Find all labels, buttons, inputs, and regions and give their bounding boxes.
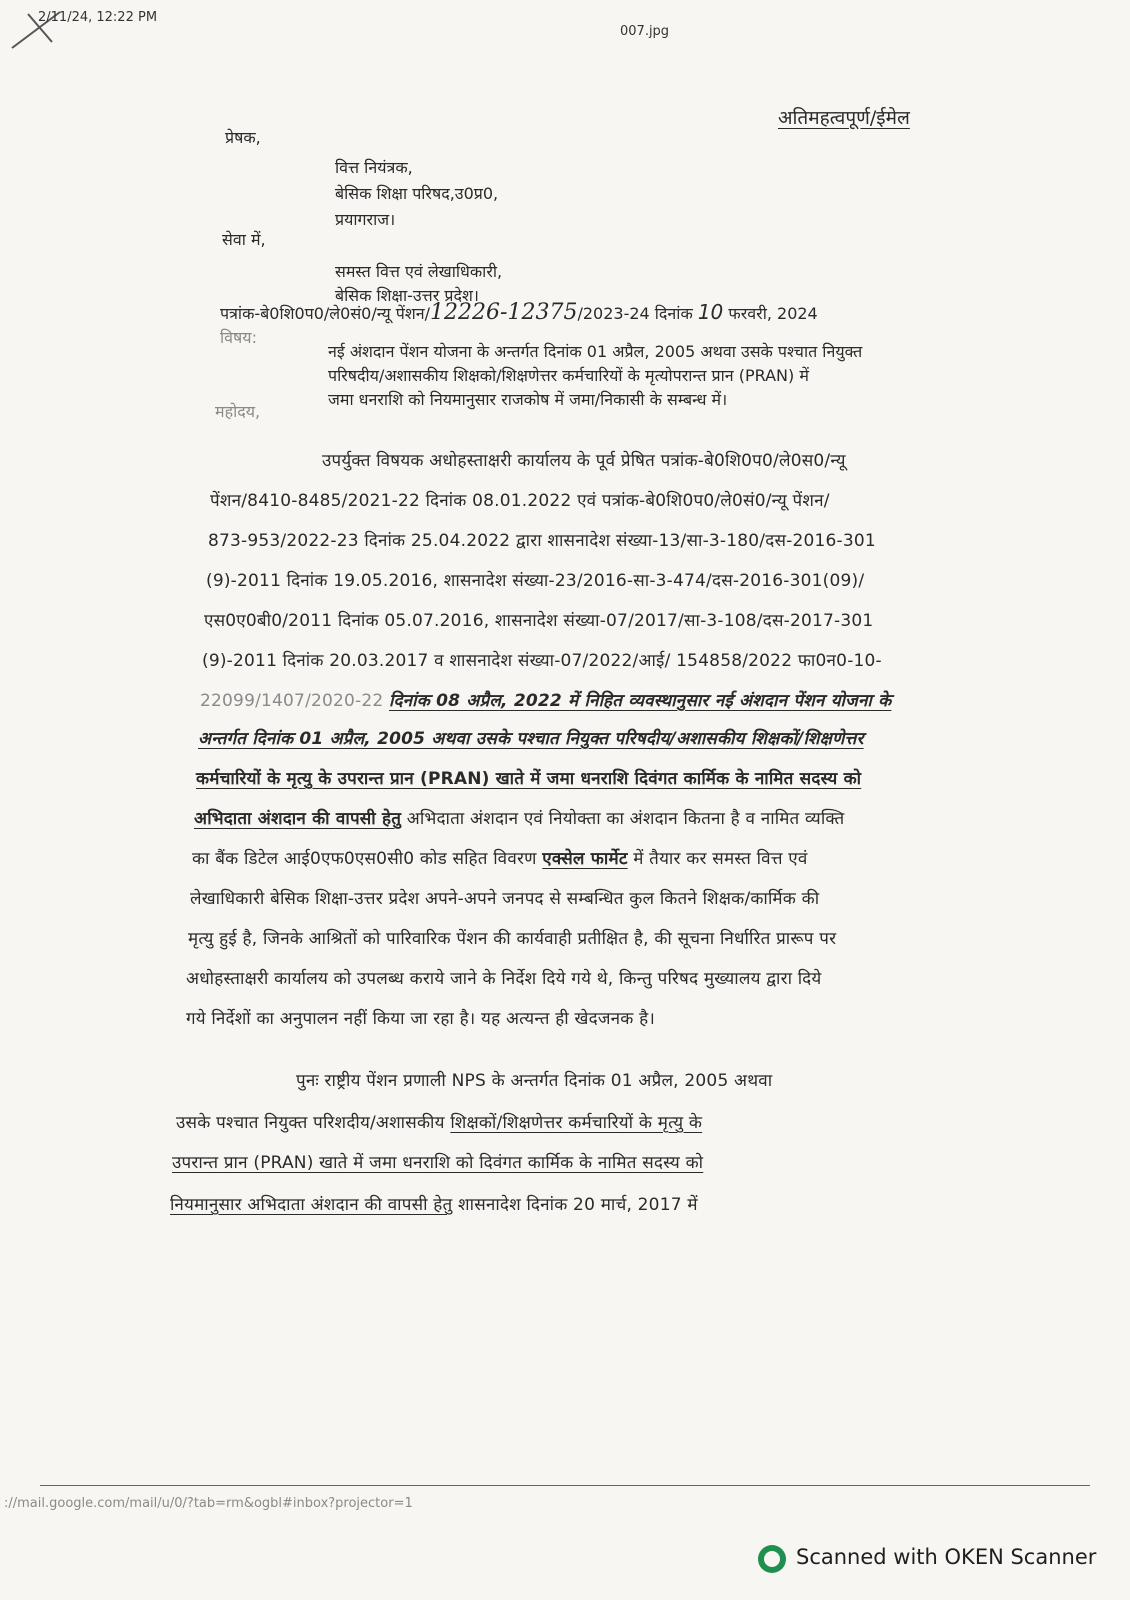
underlined-text: अन्तर्गत दिनांक 01 अप्रैल, 2005 अथवा उसके पश्चात नियुक्त परिषदीय/अशासकीय शिक्षकों/शिक्षणेत्तर [198,729,864,749]
scanner-watermark: Scanned with OKEN Scanner [796,1545,1097,1569]
oken-scanner-logo-icon [758,1545,786,1573]
paragraph-line: पेंशन/8410-8485/2021-22 दिनांक 08.01.2022 एवं पत्रांक-बे0शि0प0/ले0सं0/न्यू पेंशन/ [210,491,830,511]
handwritten-ref-number: 12226-12375 [430,300,578,325]
paragraph-line [200,688,891,711]
priority-label: अतिमहत्वपूर्ण/ईमेल [778,107,910,129]
underlined-text: उपरान्त प्रान (PRAN) खाते में जमा धनराशि को दिवंगत कार्मिक के नामित सदस्य को [172,1153,704,1173]
paragraph-line: मृत्यु हुई है, जिनके आश्रितों को पारिवारिक पेंशन की कार्यवाही प्रतीक्षित है, की सूचना निर्धारित प्रारूप पर [188,929,837,949]
underlined-text: एक्सेल फार्मेट [542,849,628,869]
recipient-line: बेसिक शिक्षा-उत्तर प्रदेश। [335,286,479,305]
underlined-text: अभिदाता अंशदान की वापसी हेतु [194,809,402,829]
paragraph-line [192,846,808,869]
sender-line: बेसिक शिक्षा परिषद,उ0प्र0, [335,184,499,203]
paragraph-text: में तैयार कर समस्त वित्त एवं [627,849,808,869]
paragraph-text: उसके पश्चात नियुक्त परिशदीय/अशासकीय [176,1113,451,1133]
paragraph-line: एस0ए0बी0/2011 दिनांक 05.07.2016, शासनादेश संख्या-07/2017/सा-3-108/दस-2017-301 [204,611,874,631]
subject-label: विषय: [220,328,257,347]
underlined-text: शिक्षकों/शिक्षणेत्तर कर्मचारियों के मृत्यु के [450,1113,703,1133]
paragraph-line: (9)-2011 दिनांक 20.03.2017 व शासनादेश संख्या-07/2022/आई/ 154858/2022 फा0न0-10- [202,651,882,671]
paragraph-line: पुनः राष्ट्रीय पेंशन प्रणाली NPS के अन्तर्गत दिनांक 01 अप्रैल, 2005 अथवा [296,1071,773,1091]
handwritten-day: 10 [697,300,724,324]
underlined-text: नियमानुसार अभिदाता अंशदान की वापसी हेतु [170,1195,453,1215]
paragraph-line: उपर्युक्त विषयक अधोहस्ताक्षरी कार्यालय के पूर्व प्रेषित पत्रांक-बे0शि0प0/ले0स0/न्यू [322,451,846,471]
underlined-text: कर्मचारियों के मृत्यु के उपरान्त प्रान (PRAN) खाते में जमा धनराशि दिवंगत कार्मिक के नामित सदस्य को [196,769,862,789]
print-timestamp: 2/11/24, 12:22 PM [38,10,158,25]
salutation: महोदय, [215,402,261,421]
subject-line: नई अंशदान पेंशन योजना के अन्तर्गत दिनांक 01 अप्रैल, 2005 अथवा उसके पश्चात नियुक्त [328,342,863,361]
subject-line: जमा धनराशि को नियमानुसार राजकोष में जमा/निकासी के सम्बन्ध में। [328,390,728,409]
reference-suffix: /2023-24 दिनांक [577,304,693,323]
paragraph-text: का बैंक डिटेल आई0एफ0एस0सी0 कोड सहित विवरण [192,849,543,869]
file-name: 007.jpg [620,24,670,39]
paragraph-text: शासनादेश दिनांक 20 मार्च, 2017 में [452,1195,698,1215]
recipient-line: समस्त वित्त एवं लेखाधिकारी, [335,262,503,281]
paragraph-line: 873-953/2022-23 दिनांक 25.04.2022 द्वारा शासनादेश संख्या-13/सा-3-180/दस-2016-301 [208,531,876,551]
paragraph-line [194,806,844,829]
paragraph-line: (9)-2011 दिनांक 19.05.2016, शासनादेश संख्या-23/2016-सा-3-474/दस-2016-301(09)/ [206,571,865,591]
footer-url: ://mail.google.com/mail/u/0/?tab=rm&ogbl#inbox?projector=1 [4,1496,413,1511]
reference-line [220,300,818,325]
paragraph-text: अभिदाता अंशदान एवं नियोक्ता का अंशदान कितना है व नामित व्यक्ति [401,809,845,829]
sender-line: वित्त नियंत्रक, [335,158,413,177]
paragraph-line: अधोहस्ताक्षरी कार्यालय को उपलब्ध कराये जाने के निर्देश दिये गये थे, किन्तु परिषद मुख्यालय द्वारा दिये [186,969,822,989]
paragraph-line [176,1110,702,1133]
recipient-label: सेवा में, [222,230,266,249]
file-number-text: 22099/1407/2020-22 [200,691,384,711]
sender-line: प्रयागराज। [335,210,396,229]
subject-line: परिषदीय/अशासकीय शिक्षको/शिक्षणेत्तर कर्मचारियों के मृत्योपरान्त प्रान (PRAN) में [328,366,809,385]
footer-divider [40,1485,1090,1486]
reference-date: फरवरी, 2024 [728,304,818,323]
reference-prefix: पत्रांक-बे0शि0प0/ले0सं0/न्यू पेंशन/ [220,304,431,323]
paragraph-line: लेखाधिकारी बेसिक शिक्षा-उत्तर प्रदेश अपने-अपने जनपद से सम्बन्धित कुल कितने शिक्षक/कार्मिक की [190,889,820,909]
underlined-text: दिनांक 08 अप्रैल, 2022 में निहित व्यवस्थानुसार नई अंशदान पेंशन योजना के [389,691,892,711]
paragraph-line: गये निर्देशों का अनुपालन नहीं किया जा रहा है। यह अत्यन्त ही खेदजनक है। [186,1009,655,1029]
sender-label: प्रेषक, [225,128,261,147]
paragraph-line [170,1192,698,1215]
